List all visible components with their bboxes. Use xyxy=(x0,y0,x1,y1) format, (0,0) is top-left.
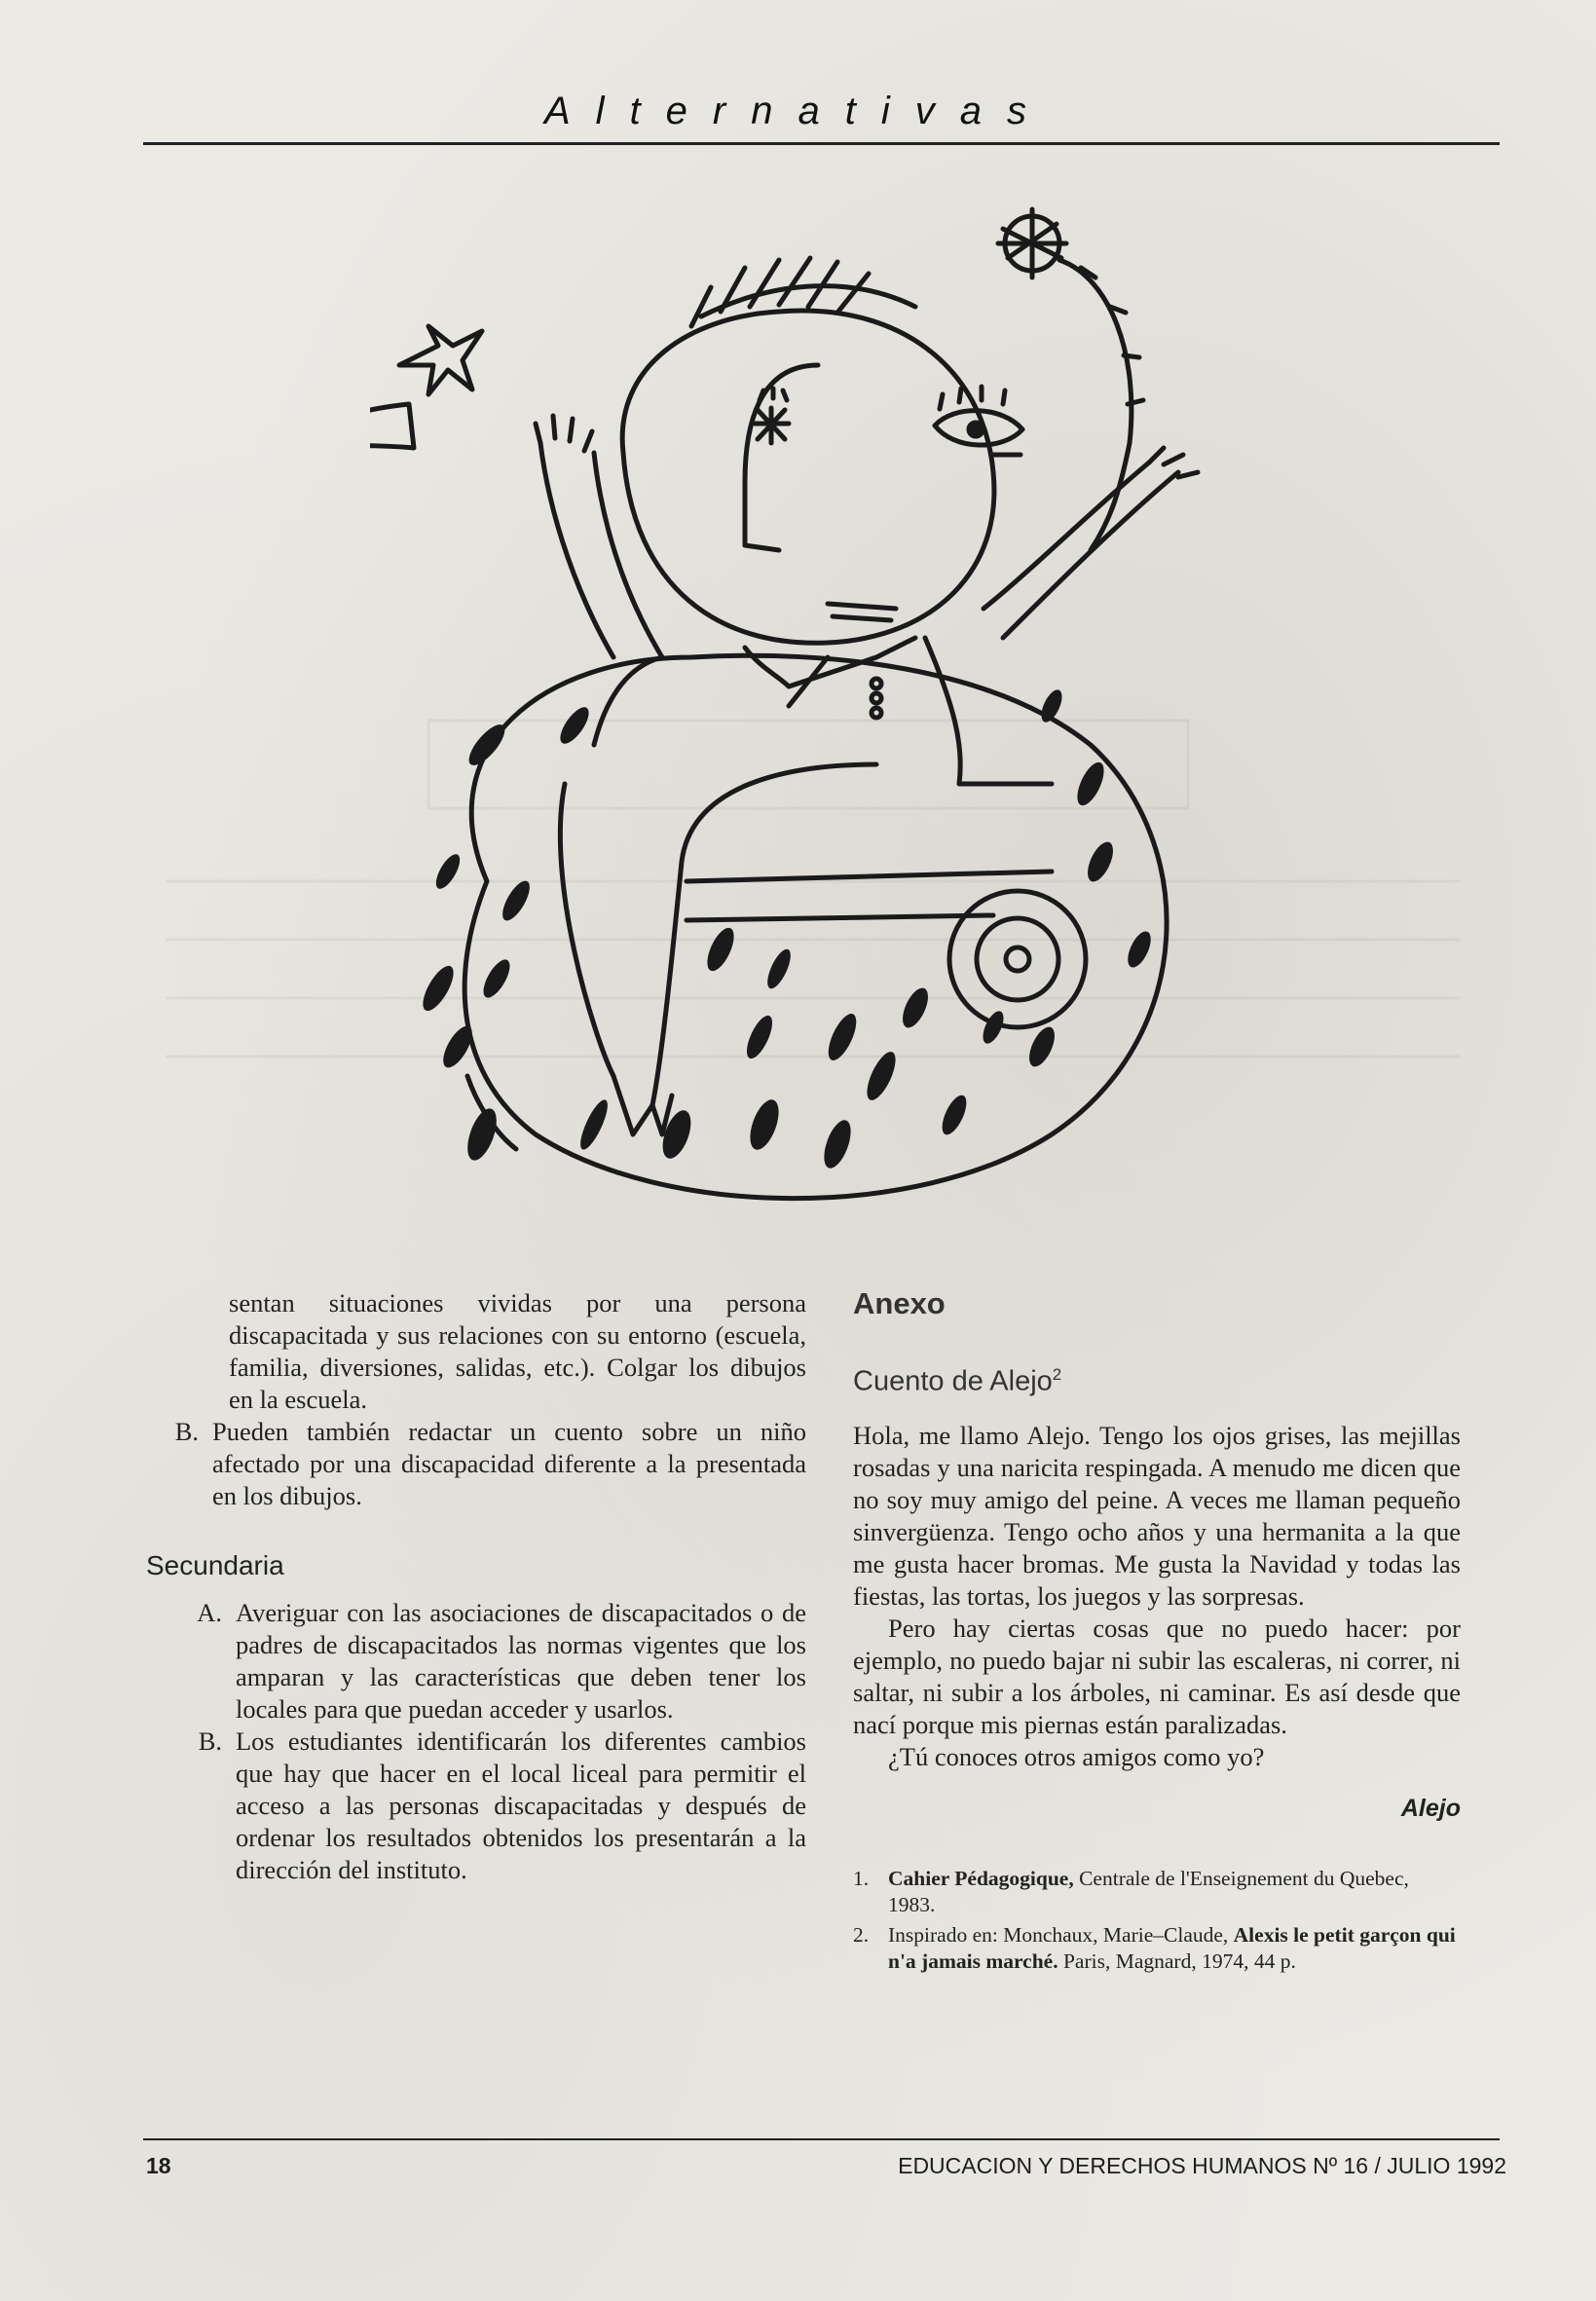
footnotes xyxy=(853,1866,1461,1975)
footnote-rest: Centrale de l'Enseignement du Quebec, 1983. xyxy=(888,1866,1409,1916)
list-text: Averiguar con las asociaciones de discapacitados o de padres de discapacitados las normas vigentes que los amparan y las características que deben tener los locales para que puedan acceder y usarlos. xyxy=(236,1598,806,1724)
story-heading-text: Cuento de Alejo xyxy=(853,1365,1053,1397)
story-paragraph-1: Hola, me llamo Alejo. Tengo los ojos grises, las mejillas rosadas y una naricita respingada. A menudo me dicen que no soy muy amigo del peine. A veces me llaman pequeño sinvergüenza. Tengo ocho años y una hermanita a la que me gusta hacer bromas. Me gusta la Navidad y todas las fiestas, las tortas, los juegos y las sorpresas. xyxy=(853,1420,1461,1611)
footnote-1 xyxy=(853,1866,1461,1918)
footer-rule xyxy=(143,2138,1500,2140)
page-number: 18 xyxy=(146,2153,171,2178)
publication-info: EDUCACION Y DERECHOS HUMANOS Nº 16 / JULIO 1992 xyxy=(898,2153,1506,2178)
left-column xyxy=(146,1287,806,1886)
story-paragraph-3: ¿Tú conoces otros amigos como yo? xyxy=(888,1741,1265,1771)
left-intro-paragraph: sentan situaciones vividas por una persona discapacitada y sus relaciones con su entorno (escuela, familia, diversiones, salidas, etc.). Colgar los dibujos en la escuela. xyxy=(229,1288,806,1414)
footnote-2 xyxy=(853,1922,1461,1975)
list-marker: B. xyxy=(174,1417,199,1446)
footnote-text xyxy=(888,1922,1461,1975)
footnote-rest: Paris, Magnard, 1974, 44 p. xyxy=(1058,1948,1296,1973)
anexo-heading: Anexo xyxy=(853,1286,946,1320)
footnote-text xyxy=(888,1866,1461,1918)
secundaria-item-b xyxy=(146,1726,806,1886)
story-paragraph-2: Pero hay ciertas cosas que no puedo hacer: por ejemplo, no puedo bajar ni subir las escaleras, ni correr, ni saltar, ni subir a los árboles, ni caminar. Es así desde que nací porque mis piernas están paralizadas. xyxy=(853,1613,1461,1739)
list-marker: B. xyxy=(198,1726,222,1756)
footnote-bold: Alexis le petit garçon qui n'a jamais marché. xyxy=(888,1922,1456,1973)
right-column xyxy=(853,1287,1461,1979)
header-rule xyxy=(143,142,1500,145)
footnote-number: 2. xyxy=(853,1922,870,1947)
list-text: Los estudiantes identificarán los diferentes cambios que hay que hacer en el local liceal para permitir el acceso a las personas discapacitadas y después de ordenar los resultados obtenidos los presentarán a la dirección del instituto. xyxy=(236,1726,806,1884)
list-marker: A. xyxy=(197,1598,222,1627)
list-item-b xyxy=(146,1416,806,1512)
footnote-pre: Inspirado en: Monchaux, Marie–Claude, xyxy=(888,1922,1234,1947)
footnote-bold: Cahier Pédagogique, xyxy=(888,1866,1074,1890)
running-header-title: Alternativas xyxy=(544,90,1052,132)
secundaria-heading: Secundaria xyxy=(146,1550,284,1580)
list-text: Pueden también redactar un cuento sobre un niño afectado por una discapacidad diferente a la presentada en los dibujos. xyxy=(212,1417,806,1510)
child-drawing-illustration xyxy=(370,200,1246,1242)
story-heading-footnote-ref: 2 xyxy=(1052,1365,1062,1384)
story-heading xyxy=(853,1358,1461,1398)
footnote-number: 1. xyxy=(853,1866,870,1890)
secundaria-item-a xyxy=(146,1597,806,1726)
story-signature: Alejo xyxy=(1400,1794,1461,1822)
